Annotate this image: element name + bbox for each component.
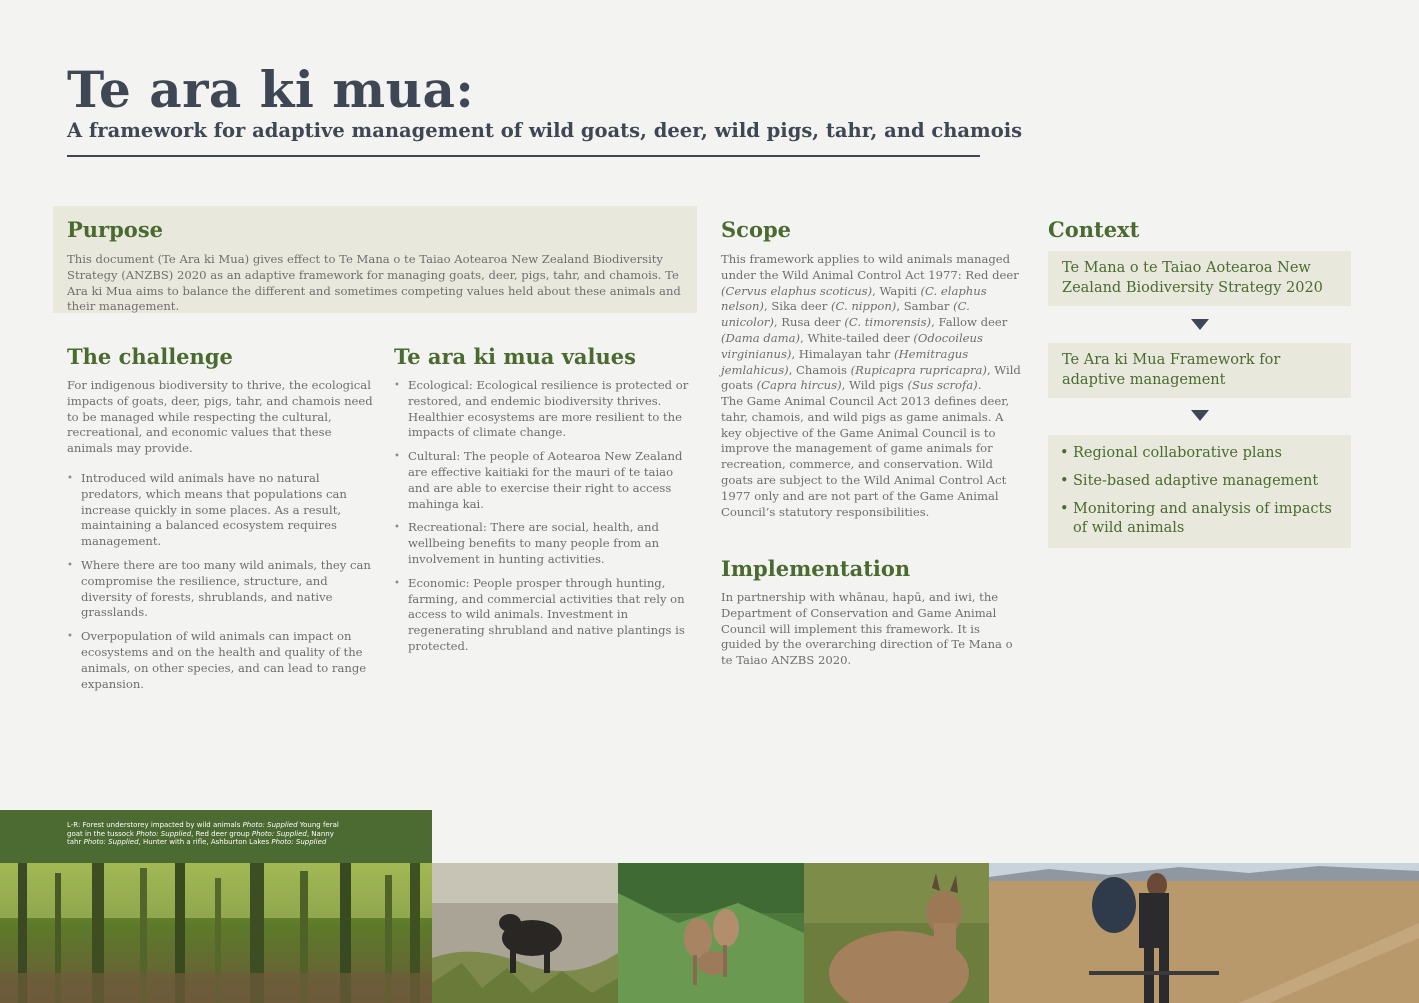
scope-game-council-text: The Game Animal Council Act 2013 defines deer, tahr, chamois, and wild pigs as game animals. A key objective of the Game Animal Council is to improve the management of game animals for recreation, commerce, and conservation. Wild goats are subject to the Wild Animal Control Act 1977 only and are not part of the Game Animal Council’s statutory responsibilities. xyxy=(721,394,1010,519)
nanny-tahr-photo xyxy=(804,863,989,1003)
italic-run: (Cervus elaphus scoticus) xyxy=(721,283,873,298)
italic-run: (Hemitragus jemlahicus) xyxy=(721,346,969,377)
red-deer-group-photo xyxy=(618,863,804,1003)
italic-run: Photo: Supplied xyxy=(83,838,139,847)
feral-goat-photo xyxy=(432,863,618,1003)
text-run: , Wapiti xyxy=(872,283,921,298)
challenge-heading: The challenge xyxy=(67,344,233,369)
list-item: • Economic: People prosper through hunting, farming, and commercial activities that rely on access to wild animals. Investment in regenerating shrubland and native plantings is protected. xyxy=(394,576,698,655)
italic-run: Photo: Supplied xyxy=(251,829,307,838)
text-run: , Rusa deer xyxy=(773,315,845,330)
context-box-plans xyxy=(1048,435,1351,548)
title-underline xyxy=(67,155,980,157)
italic-run: (Capra hircus) xyxy=(756,378,842,393)
text-run: , Sambar xyxy=(896,299,954,314)
values-heading: Te ara ki mua values xyxy=(394,344,636,369)
italic-run: (Odocoileus virginianus) xyxy=(721,330,983,361)
italic-run: (Dama dama) xyxy=(721,330,801,345)
hunter-with-rifle-photo xyxy=(989,863,1419,1003)
context-list xyxy=(1048,435,1351,538)
scope-heading: Scope xyxy=(721,217,792,242)
text-run: , Nanny tahr xyxy=(67,829,334,847)
context-box-framework xyxy=(1048,343,1351,398)
page-title: Te ara ki mua: xyxy=(67,60,475,119)
photo-caption xyxy=(67,821,347,847)
purpose-heading: Purpose xyxy=(67,217,163,242)
italic-run: (Sus scrofa) xyxy=(907,378,978,393)
italic-run: Photo: Supplied xyxy=(136,829,192,838)
values-list xyxy=(394,378,698,655)
italic-run: (C. unicolor) xyxy=(721,299,970,330)
text-run: This framework applies to wild animals managed under the Wild Animal Control Act 1977: Red deer xyxy=(721,252,1019,282)
list-item: • Introduced wild animals have no natural predators, which means that populations can increase quickly in some places. As a result, maintaining a balanced ecosystem requires management. xyxy=(67,471,375,550)
text-run: , White-tailed deer xyxy=(800,330,914,345)
text-run: , Fallow deer xyxy=(931,315,1008,330)
context-box-strategy xyxy=(1048,251,1351,306)
list-item: • Ecological: Ecological resilience is protected or restored, and endemic biodiversity thrives. Healthier ecosystems are more resilient to the impacts of climate change. xyxy=(394,378,698,441)
arrow-down-icon xyxy=(1191,410,1209,421)
text-run: , Chamois xyxy=(788,362,851,377)
page-subtitle: A framework for adaptive management of wild goats, deer, wild pigs, tahr, and chamois xyxy=(67,119,1023,142)
italic-run: (Rupicapra rupricapra) xyxy=(850,362,987,377)
context-heading: Context xyxy=(1048,217,1140,242)
forest-understorey-photo xyxy=(0,863,432,1003)
text-run: , Red deer group xyxy=(191,829,252,838)
list-item: • Recreational: There are social, health, and wellbeing benefits to many people from an involvement in hunting activities. xyxy=(394,520,698,567)
list-item: • Regional collaborative plans xyxy=(1060,444,1337,463)
list-item: • Where there are too many wild animals, they can compromise the resilience, structure, and diversity of forests, shrublands, and native grasslands. xyxy=(67,558,375,621)
text-run: , Himalayan tahr xyxy=(791,346,895,361)
text-run: , Wild pigs xyxy=(841,378,908,393)
list-item: • Overpopulation of wild animals can impact on ecosystems and on the health and quality of the animals, on other species, and can lead to range expansion. xyxy=(67,629,375,692)
implementation-heading: Implementation xyxy=(721,556,911,581)
context-box-strategy-text: Te Mana o te Taiao Aotearoa New Zealand Biodiversity Strategy 2020 xyxy=(1062,260,1323,296)
list-item: • Monitoring and analysis of impacts of wild animals xyxy=(1060,500,1337,538)
italic-run: (C. nippon) xyxy=(830,299,897,314)
list-item: • Site-based adaptive management xyxy=(1060,472,1337,491)
values-column xyxy=(394,378,698,663)
text-run: Young feral goat in the tussock xyxy=(67,821,339,838)
italic-run: (C. elaphus nelson) xyxy=(721,283,987,314)
list-item: • Cultural: The people of Aotearoa New Zealand are effective kaitiaki for the mauri of te taiao and are able to exercise their right to access mahinga kai. xyxy=(394,449,698,512)
text-run: . xyxy=(977,378,982,393)
challenge-list xyxy=(67,471,375,692)
text-run: L-R: Forest understorey impacted by wild animals xyxy=(67,821,243,829)
challenge-intro: For indigenous biodiversity to thrive, the ecological impacts of goats, deer, pigs, tahr, and chamois need to be managed while respecting the cultural, recreational, and economic values that these animals may provide. xyxy=(67,378,373,456)
challenge-column xyxy=(67,378,375,700)
arrow-down-icon xyxy=(1191,319,1209,330)
text-run: , Hunter with a rifle, Ashburton Lakes xyxy=(138,838,272,847)
italic-run: Photo: Supplied xyxy=(271,838,327,847)
purpose-text: This document (Te Ara ki Mua) gives effect to Te Mana o te Taiao Aotearoa New Zealand Biodiversity Strategy (ANZBS) 2020 as an adaptive framework for managing goats, deer, pigs, tahr, and chamois. Te Ara ki Mua aims to balance the different and sometimes competing values held about these animals and their management. xyxy=(67,252,681,314)
text-run: , Sika deer xyxy=(763,299,831,314)
text-run: , Wild goats xyxy=(721,362,1021,393)
context-box-framework-text: Te Ara ki Mua Framework for adaptive management xyxy=(1062,352,1281,388)
italic-run: Photo: Supplied xyxy=(242,821,298,829)
scope-species-text xyxy=(721,252,1026,394)
implementation-text: In partnership with whānau, hapū, and iwi, the Department of Conservation and Game Animal Council will implement this framework. It is guided by the overarching direction of Te Mana o te Taiao ANZBS 2020. xyxy=(721,590,1013,668)
italic-run: (C. timorensis) xyxy=(844,315,932,330)
